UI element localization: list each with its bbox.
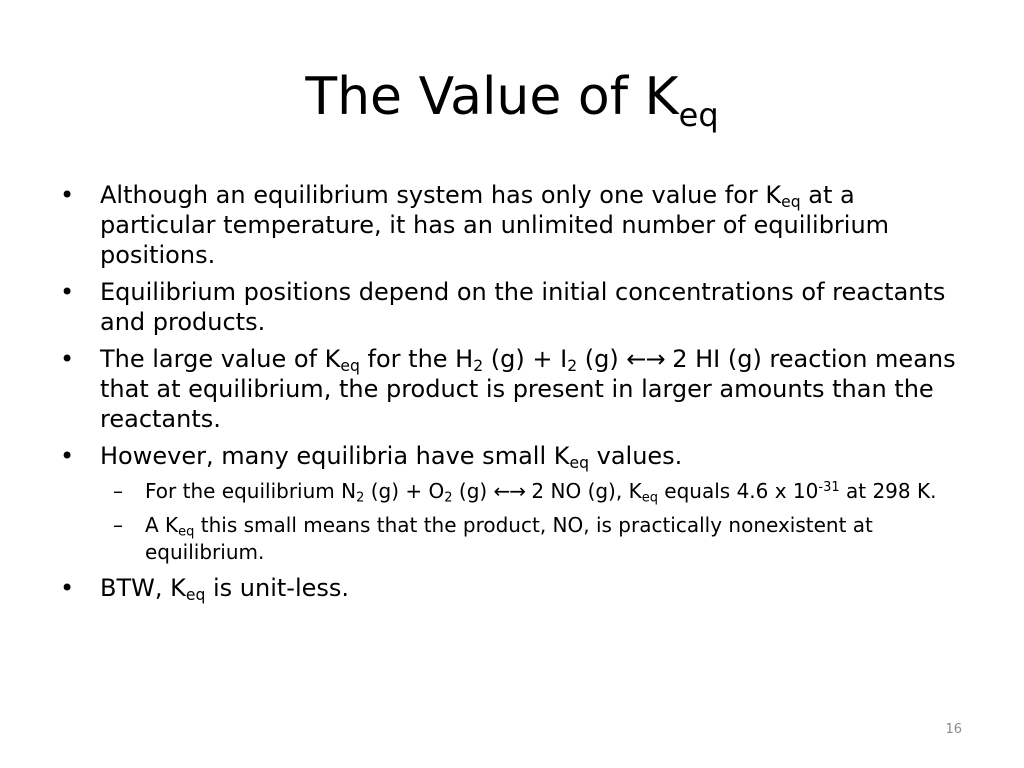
bullet-marker: • [60,278,75,306]
text-run: For the equilibrium N [145,479,357,503]
subscript: eq [641,490,658,506]
bullet-text [145,479,937,506]
bullet-item [60,573,970,603]
bullet-text [100,442,682,470]
text-run: 2 NO (g), K [525,479,642,503]
page-number: 16 [945,722,962,737]
subscript: eq [340,356,360,375]
subscript: eq [185,585,206,604]
bullet-text [100,574,349,602]
text-run: However, many equilibria have small K [100,442,570,470]
text-run: (g) [452,479,494,503]
slide-title-text: The Value of K [305,67,679,127]
slide-body [60,180,970,610]
sub-bullet-item [60,478,970,505]
sub-bullet-marker: – [113,479,123,503]
bullet-marker: • [60,442,75,470]
bullet-text [100,345,956,433]
sub-bullet-marker: – [113,513,123,537]
bullet-text [100,181,889,269]
bullet-item [60,441,970,471]
sub-bullet-item [60,512,970,566]
bullet-marker: • [60,181,75,209]
text-run: for the H [359,345,474,373]
bullet-text [100,278,945,336]
text-run: A K [145,513,179,537]
text-run: (g) + O [364,479,445,503]
equilibrium-arrow: ←→ [626,345,665,373]
text-run: Equilibrium positions depend on the initial concentrations of reactants and products. [100,278,946,336]
text-run: this small means that the product, NO, is practically nonexistent at equilibrium. [145,513,873,564]
equilibrium-arrow: ←→ [493,479,526,503]
text-run: at a particular temperature, it has an unlimited number of equilibrium positions. [100,181,890,269]
subscript: eq [569,453,589,472]
text-run: Although an equilibrium system has only one value for K [100,181,782,209]
text-run: BTW, K [100,574,186,602]
subscript: 2 [567,356,578,375]
bullet-item [60,180,970,270]
text-run: 2 HI (g) reaction means that at equilibrium, the product is present in larger amounts than the reactants. [100,345,956,433]
slide-title-subscript: eq [678,96,719,134]
superscript: -31 [818,479,840,495]
text-run: (g) [577,345,627,373]
text-run: The large value of K [100,345,341,373]
bullet-marker: • [60,345,75,373]
bullet-item [60,277,970,337]
subscript: eq [781,192,801,211]
bullet-item [60,344,970,434]
subscript: 2 [444,490,453,506]
bullet-marker: • [60,574,75,602]
text-run: equals 4.6 x 10 [657,479,819,503]
text-run: values. [588,442,683,470]
text-run: (g) + I [483,345,568,373]
text-run: is unit-less. [205,574,350,602]
slide-title [0,60,1024,134]
text-run: at 298 K. [839,479,937,503]
subscript: 2 [356,490,365,506]
bullet-text [145,513,873,564]
subscript: 2 [473,356,484,375]
subscript: eq [178,524,195,540]
